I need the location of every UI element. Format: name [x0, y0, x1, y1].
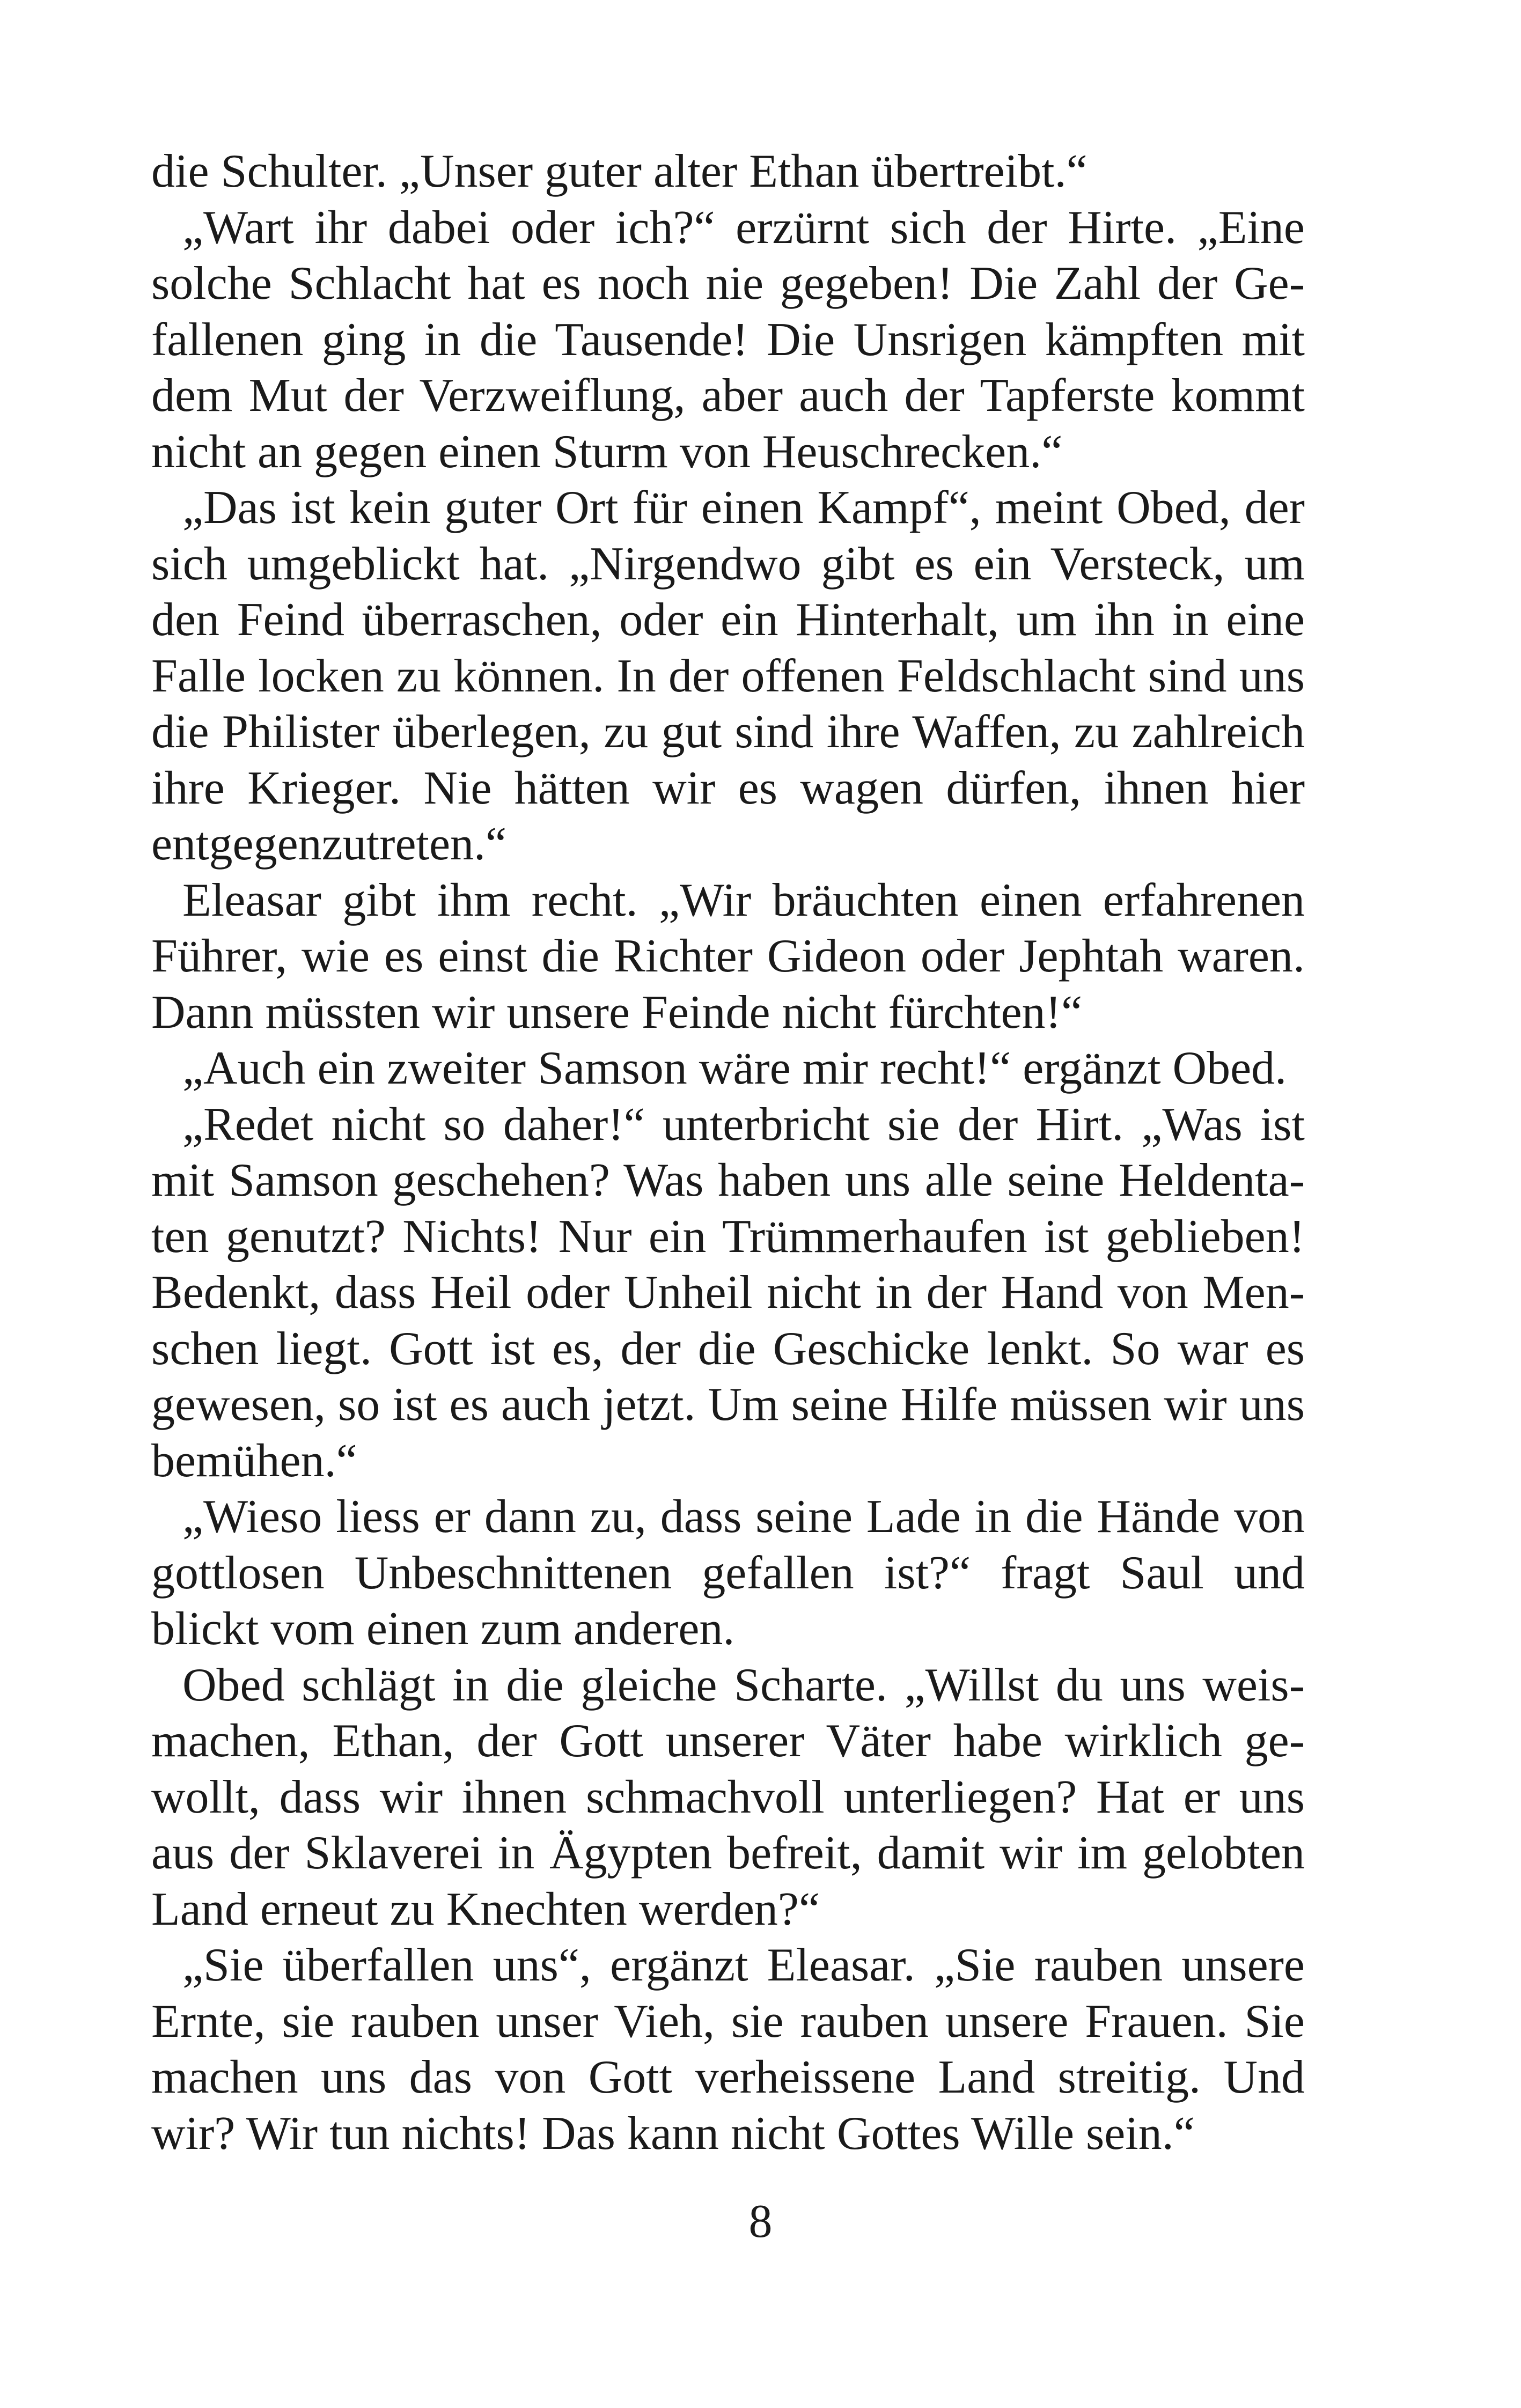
paragraph-3: „Das ist kein guter Ort für einen Kampf“, meint Obed, der sich umgeblickt hat. „Nirgendwo gibt es ein Versteck, um den Feind überraschen, oder ein Hinterhalt, um ihn in eine Falle locken zu können. In der offenen Feldschlacht sind uns die Philister überlegen, zu gut sind ihre Waffen, zu zahlreich ihre Krieger. Nie hätten wir es wagen dürfen, ihnen hier entgegenzutreten.“ — [151, 482, 1305, 870]
paragraph-9: „Sie überfallen uns“, ergänzt Eleasar. „Sie rauben unsere Ernte, sie rauben unser Vieh, sie rauben unsere Frauen. Sie machen uns das von Gott verheissene Land streitig. Und wir? Wir tun nichts! Das kann nicht Gottes Wille sein.“ — [151, 1939, 1305, 2160]
paragraph-1: die Schulter. „Unser guter alter Ethan übertreibt.“ — [151, 145, 1088, 197]
paragraph-6: „Redet nicht so daher!“ unterbricht sie der Hirt. „Was ist mit Samson geschehen? Was haben uns alle seine Heldentaten genutzt? Nichts! Nur ein Trümmerhaufen ist geblieben! Bedenkt, dass Heil oder Unheil nicht in der Hand von Menschen liegt. Gott ist es, der die Geschicke lenkt. So war es gewesen, so ist es auch jetzt. Um seine Hilfe müssen wir uns bemühen.“ — [151, 1098, 1305, 1487]
paragraph-8: Obed schlägt in die gleiche Scharte. „Willst du uns weismachen, Ethan, der Gott unserer Väter habe wirklich gewollt, dass wir ihnen schmachvoll unterliegen? Hat er uns aus der Sklaverei in Ägypten befreit, damit wir im gelobten Land erneut zu Knechten werden?“ — [151, 1659, 1305, 1935]
paragraph-5: „Auch ein zweiter Samson wäre mir recht!“ ergänzt Obed. — [182, 1042, 1287, 1094]
page-number: 8 — [748, 2196, 773, 2248]
paragraph-2: „Wart ihr dabei oder ich?“ erzürnt sich der Hirte. „Eine solche Schlacht hat es noch nie gegeben! Die Zahl der Gefallenen ging in die Tausende! Die Unsrigen kämpften mit dem Mut der Verzweiflung, aber auch der Tapferste kommt nicht an gegen einen Sturm von Heuschrecken.“ — [151, 201, 1305, 478]
body-text — [151, 144, 1305, 2162]
paragraph-7: „Wieso liess er dann zu, dass seine Lade in die Hände von gottlosen Unbeschnittenen gefallen ist?“ fragt Saul und blickt vom einen zum anderen. — [151, 1491, 1305, 1655]
paragraph-4: Eleasar gibt ihm recht. „Wir bräuchten einen erfahrenen Führer, wie es einst die Richter Gideon oder Jephtah waren. Dann müssten wir unsere Feinde nicht fürchten!“ — [151, 874, 1305, 1039]
